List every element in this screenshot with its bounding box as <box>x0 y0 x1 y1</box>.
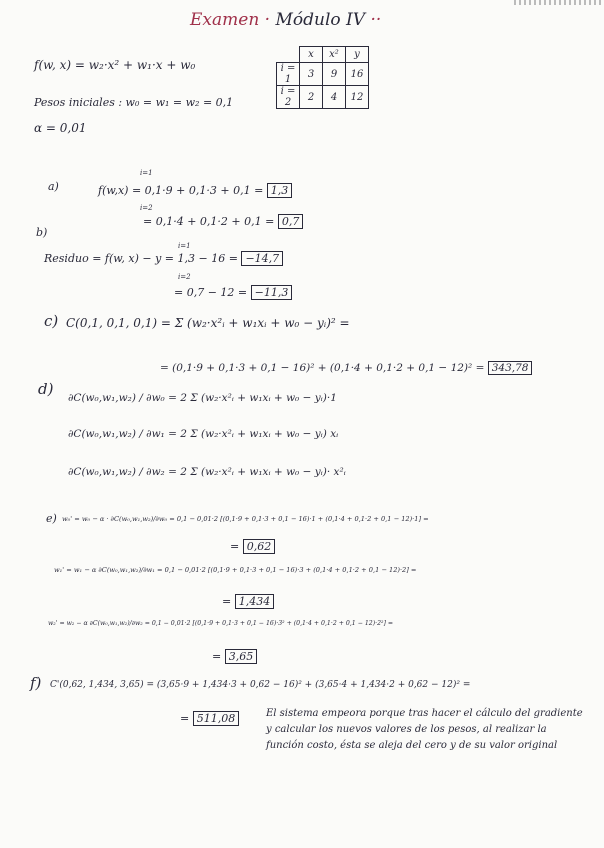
part-b-index-1: i=1 <box>178 242 191 250</box>
part-e-line-1: w₀' = w₀ − α · ∂C(w₀,w₁,w₂)/∂w₀ = 0,1 − 0,01·2 [(0,1·9 + 0,1·3 + 0,1 − 16)·1 + (0,1·4 + 0,1·2 + 0,1 − 12)·1] = <box>62 515 429 523</box>
part-e-line-2: w₁' = w₁ − α ∂C(w₀,w₁,w₂)/∂w₁ = 0,1 − 0,01·2 [(0,1·9 + 0,1·3 + 0,1 − 16)·3 + (0,1·4 + 0,1·2 + 0,1 − 12)·2] = <box>54 566 417 574</box>
part-b-expr-1: Residuo = f(w, x) − y = 1,3 − 16 = −14,7 <box>44 252 283 265</box>
table-row <box>277 63 369 86</box>
equals-sign: = <box>212 650 222 663</box>
part-a-expr-2: = 0,1·4 + 0,1·2 + 0,1 = 0,7 <box>143 215 303 228</box>
part-f-expr: C'(0,62, 1,434, 3,65) = (3,65·9 + 1,434·3 + 0,62 − 16)² + (3,65·4 + 1,434·2 + 0,62 − 12)² = <box>50 680 471 690</box>
table-cell: 12 <box>346 86 369 109</box>
part-e-result-3: 3,65 <box>225 649 258 664</box>
part-c-expr-2: = (0,1·9 + 0,1·3 + 0,1 − 16)² + (0,1·4 + 0,1·2 + 0,1 − 12)² = 343,78 <box>160 362 532 374</box>
part-d-line: ∂C(w₀,w₁,w₂) / ∂w₂ = 2 Σ (w₂·x²ᵢ + w₁xᵢ + w₀ − yᵢ)· x²ᵢ <box>68 466 346 478</box>
part-c-result: 343,78 <box>488 361 533 375</box>
part-e-result-2: 1,434 <box>235 594 275 609</box>
table-corner <box>277 47 300 63</box>
initial-weights: Pesos iniciales : w₀ = w₁ = w₂ = 0,1 <box>34 96 234 109</box>
part-e-result-3-wrap <box>212 650 257 663</box>
title-part2: Módulo IV <box>275 10 366 30</box>
part-e-result-1: 0,62 <box>243 539 276 554</box>
part-f-label: f) <box>30 674 42 692</box>
data-table <box>276 46 369 109</box>
page-title <box>190 10 381 30</box>
equals-sign: = <box>180 712 190 725</box>
table-header: x² <box>323 47 346 63</box>
part-a-index-1: i=1 <box>140 169 153 177</box>
part-d-line: ∂C(w₀,w₁,w₂) / ∂w₀ = 2 Σ (w₂·x²ᵢ + w₁xᵢ + w₀ − yᵢ)·1 <box>68 392 337 404</box>
part-d-label: d) <box>38 380 54 398</box>
table-cell: 4 <box>323 86 346 109</box>
part-a-result-2: 0,7 <box>278 214 304 229</box>
equals-sign: = <box>222 595 232 608</box>
part-a-index-2: i=2 <box>140 204 153 212</box>
part-b-result-2: −11,3 <box>251 285 293 300</box>
learning-rate: α = 0,01 <box>34 121 87 135</box>
row-label: i = 2 <box>277 86 300 109</box>
table-cell: 3 <box>300 63 323 86</box>
table-cell: 16 <box>346 63 369 86</box>
part-f-result: 511,08 <box>193 711 240 726</box>
title-separator: ·· <box>370 10 382 30</box>
table-header: x <box>300 47 323 63</box>
scan-edge-marks <box>514 0 604 5</box>
part-e-result-2-wrap <box>222 595 274 608</box>
part-a-result-1: 1,3 <box>267 183 293 198</box>
part-e-label: e) <box>46 512 57 525</box>
table-header: y <box>346 47 369 63</box>
part-f-result-wrap <box>180 712 239 725</box>
part-b-index-2: i=2 <box>178 273 191 281</box>
table-cell: 2 <box>300 86 323 109</box>
table-row <box>277 86 369 109</box>
part-d-line: ∂C(w₀,w₁,w₂) / ∂w₁ = 2 Σ (w₂·x²ᵢ + w₁xᵢ + w₀ − yᵢ) xᵢ <box>68 428 339 440</box>
part-c-expr-1: C(0,1, 0,1, 0,1) = Σ (w₂·x²ᵢ + w₁xᵢ + w₀ − yᵢ)² = <box>66 316 350 330</box>
part-a-expr-1: f(w,x) = 0,1·9 + 0,1·3 + 0,1 = 1,3 <box>98 184 292 197</box>
part-c-label: c) <box>44 312 59 330</box>
table-cell: 9 <box>323 63 346 86</box>
part-a-label: a) <box>48 180 59 193</box>
part-b-expr-2: = 0,7 − 12 = −11,3 <box>174 286 292 299</box>
conclusion-text: El sistema empeora porque tras hacer el cálculo del gradiente y calcular los nuevos valores de los pesos, al realizar la función costo, ésta se aleja del cero y de su valor original <box>266 708 583 751</box>
equals-sign: = <box>230 540 240 553</box>
row-label: i = 1 <box>277 63 300 86</box>
part-b-result-1: −14,7 <box>241 251 283 266</box>
title-part1: Examen <box>190 10 260 30</box>
part-e-result-1-wrap <box>230 540 275 553</box>
part-b-label: b) <box>36 226 48 239</box>
function-definition: f(w, x) = w₂·x² + w₁·x + w₀ <box>34 58 196 72</box>
title-separator: · <box>264 10 271 30</box>
table-header-row <box>277 47 369 63</box>
part-e-line-3: w₂' = w₂ − α ∂C(w₀,w₁,w₂)/∂w₂ = 0,1 − 0,01·2 [(0,1·9 + 0,1·3 + 0,1 − 16)·3² + (0,1·4 + 0,1·2 + 0,1 − 12)·2²] = <box>48 620 394 627</box>
